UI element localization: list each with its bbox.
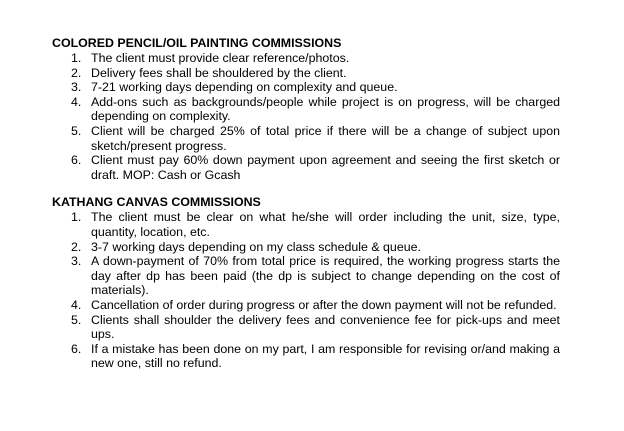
item-number: 5. (71, 312, 82, 327)
item-text: Delivery fees shall be shouldered by the client. (91, 65, 347, 80)
list-item (52, 153, 560, 182)
list-item (52, 254, 560, 298)
item-text: A down-payment of 70% from total price is required, the working progress starts the day after dp has been paid (the dp is subject to change depending on the cost of materials). (91, 254, 560, 298)
item-number: 2. (71, 65, 82, 80)
list-item (52, 240, 560, 255)
item-text: Client must pay 60% down payment upon agreement and seeing the first sketch or draft. MOP: Cash or Gcash (91, 153, 560, 182)
list-item (52, 66, 560, 81)
document-page (52, 36, 560, 371)
item-number: 4. (71, 94, 82, 109)
item-number: 5. (71, 123, 82, 138)
section-title: COLORED PENCIL/OIL PAINTING COMMISSIONS (52, 36, 342, 50)
item-number: 1. (71, 51, 82, 65)
section-spacer (52, 182, 560, 195)
item-number: 3. (71, 80, 82, 95)
item-text: If a mistake has been done on my part, I am responsible for revising or/and making a new one, still no refund. (91, 341, 560, 371)
list-item (52, 313, 560, 342)
list-item (52, 124, 560, 153)
section-title: KATHANG CANVAS COMMISSIONS (52, 195, 261, 210)
item-number: 3. (71, 254, 82, 269)
list-item (52, 298, 560, 313)
list-item (52, 80, 560, 95)
rules-list (52, 51, 560, 182)
item-text: 3-7 working days depending on my class schedule & queue. (91, 239, 421, 254)
section-kathang-canvas (52, 195, 560, 371)
item-number: 6. (71, 341, 82, 356)
item-text: Clients shall shoulder the delivery fees and convenience fee for pick-ups and meet ups. (91, 312, 560, 342)
item-text: 7-21 working days depending on complexity and queue. (91, 80, 398, 95)
list-item (52, 51, 560, 66)
item-number: 4. (71, 297, 82, 312)
item-text: Add-ons such as backgrounds/people while project is on progress, will be charged depending on complexity. (91, 94, 560, 124)
list-item (52, 342, 560, 371)
item-number: 2. (71, 239, 82, 254)
item-text: The client must be clear on what he/she will order including the unit, size, type, quantity, location, etc. (91, 210, 560, 239)
item-number: 6. (71, 153, 82, 168)
rules-list (52, 210, 560, 371)
item-number: 1. (71, 210, 82, 225)
section-colored-pencil (52, 36, 560, 182)
item-text: Client will be charged 25% of total price if there will be a change of subject upon sketch/present progress. (91, 123, 560, 153)
item-text: The client must provide clear reference/photos. (91, 51, 350, 65)
list-item (52, 95, 560, 124)
list-item (52, 210, 560, 239)
item-text: Cancellation of order during progress or after the down payment will not be refunded. (91, 297, 557, 312)
